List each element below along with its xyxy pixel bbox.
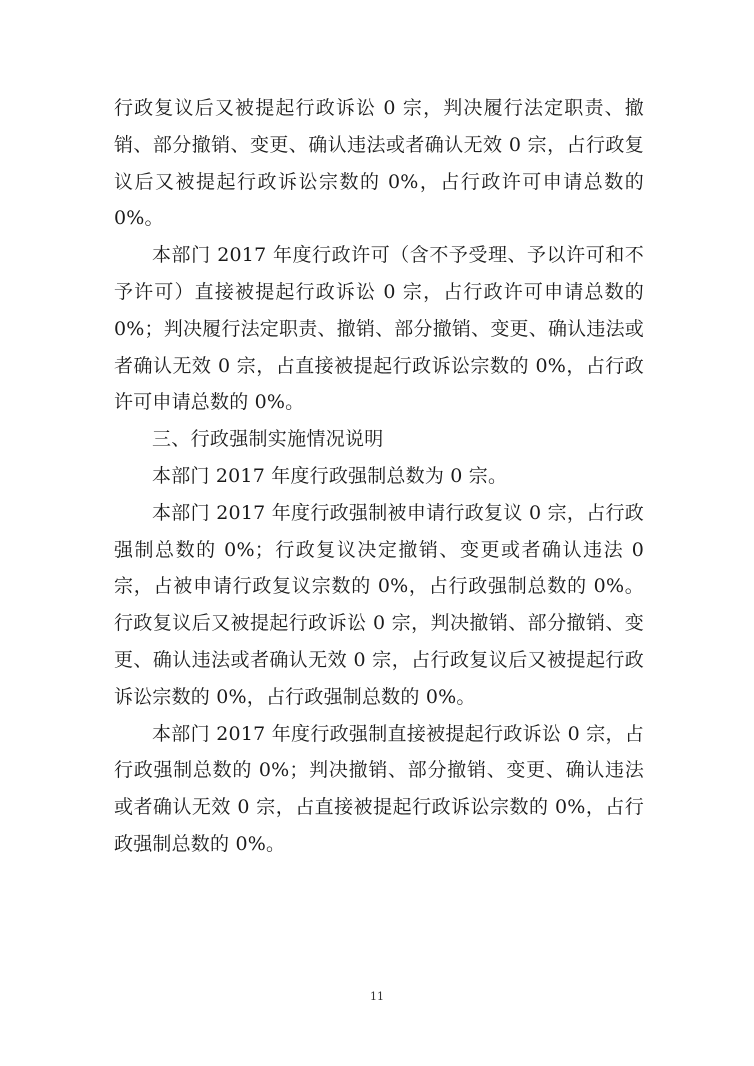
page-number: 11 — [370, 990, 384, 1003]
paragraph-enforcement-review: 本部门 2017 年度行政强制被申请行政复议 0 宗，占行政强制总数的 0%；行政复议决定撤销、变更或者确认违法 0 宗，占被申请行政复议宗数的 0%，占行政强制总数的 0%。行政复议后又被提起行政诉讼 0 宗，判决撤销、部分撤销、变更、确认违法或者确认无效 0 宗，占行政复议后又被提起行政诉讼宗数的 0%，占行政强制总数的 0%。 — [114, 501, 644, 708]
section-heading-enforcement: 三、行政强制实施情况说明 — [152, 428, 384, 451]
paragraph-enforcement-direct-litigation: 本部门 2017 年度行政强制直接被提起行政诉讼 0 宗，占行政强制总数的 0%；判决撤销、部分撤销、变更、确认违法或者确认无效 0 宗，占直接被提起行政诉讼宗数的 0%，占行政强制总数的 0%。 — [114, 722, 644, 855]
body-text — [114, 90, 644, 863]
paragraph-permit-review-litigation: 行政复议后又被提起行政诉讼 0 宗，判决履行法定职责、撤销、部分撤销、变更、确认违法或者确认无效 0 宗，占行政复议后又被提起行政诉讼宗数的 0%，占行政许可申请总数的 0%。 — [114, 97, 644, 230]
paragraph-enforcement-total: 本部门 2017 年度行政强制总数为 0 宗。 — [152, 464, 508, 487]
paragraph-permit-direct-litigation: 本部门 2017 年度行政许可（含不予受理、予以许可和不予许可）直接被提起行政诉讼 0 宗，占行政许可申请总数的 0%；判决履行法定职责、撤销、部分撤销、变更、确认违法或者确认无效 0 宗，占直接被提起行政诉讼宗数的 0%，占行政许可申请总数的 0%。 — [114, 244, 644, 414]
